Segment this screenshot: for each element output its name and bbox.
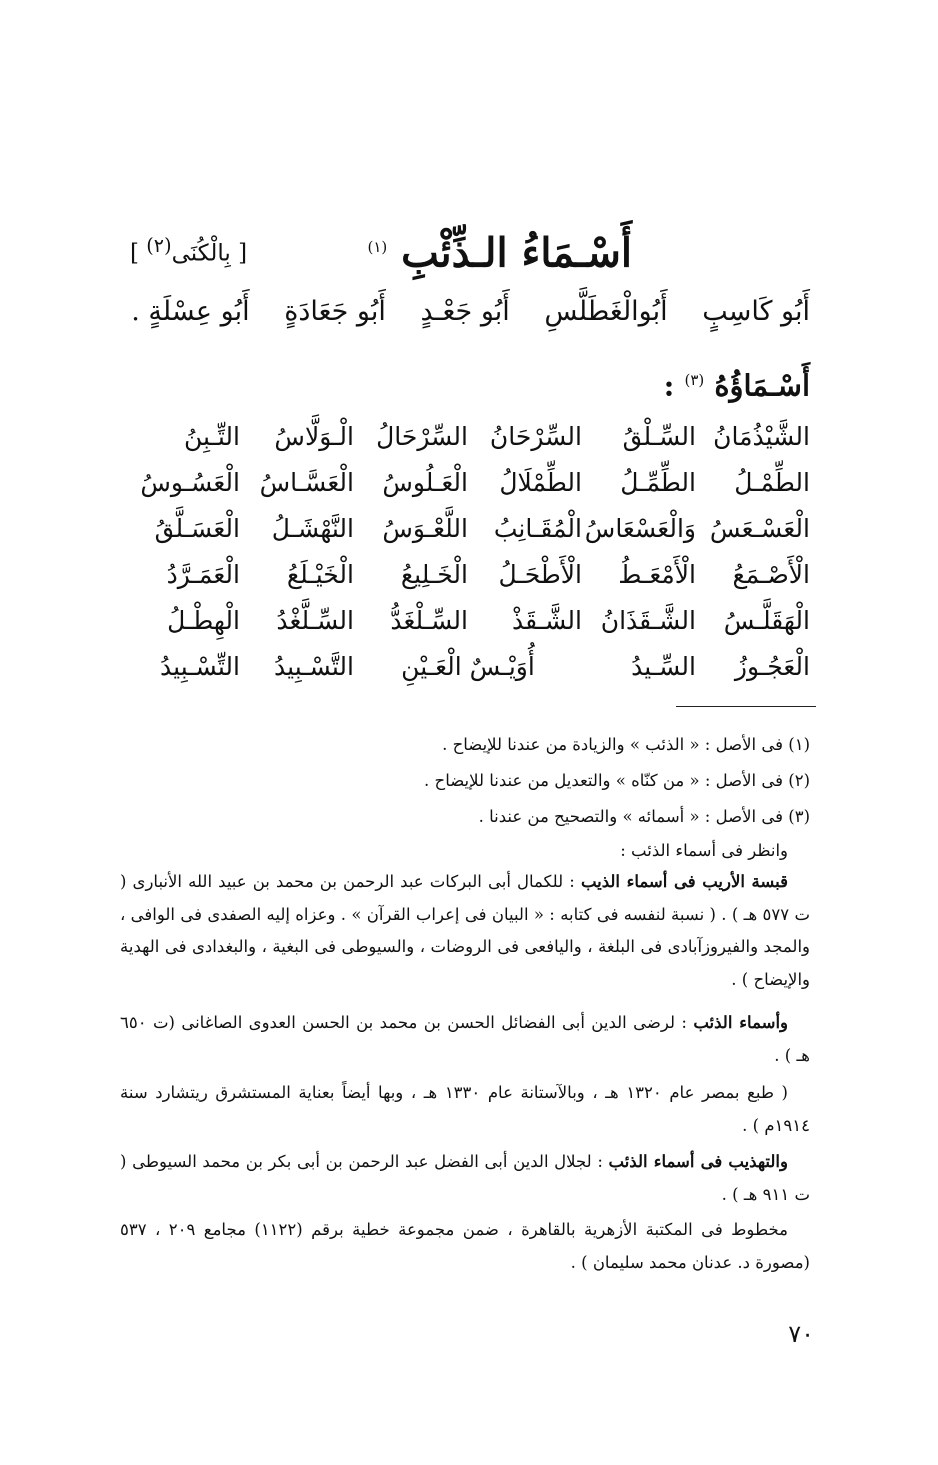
kunya-item: أَبُو عِسْلَةٍ . [131, 296, 250, 327]
footnote-1: (١) فى الأصل : « الذئب » والزيادة من عندنا للإيضاح . [442, 735, 810, 754]
wolf-name: السِّـيدُ [631, 652, 696, 681]
page-title [367, 222, 632, 278]
wolf-name: السِّـلْقُ [622, 422, 696, 451]
wolf-name: التِّـبِنُ [183, 422, 240, 451]
title-row [130, 222, 820, 277]
kunya-item: أَبُو جَعْـدٍ [420, 296, 510, 327]
wolf-name: الْخَـلِيعُ [400, 560, 468, 589]
wolf-name: وَالْعَسْعَاسُ [584, 514, 696, 543]
wolf-name: التِّسْـبِيدُ [160, 652, 240, 681]
reference-qabsat [120, 866, 810, 996]
wolf-name: أُوَيْـسٌ الْعَـيْنِ [401, 652, 535, 681]
names-footnote-ref: (٣) [684, 371, 705, 389]
kunya-list [120, 292, 810, 332]
reference-asma [120, 1007, 810, 1072]
names-heading-colon: : [663, 368, 675, 403]
wolf-name: السِّرْحَانُ [489, 422, 582, 451]
reference-tahdhib [120, 1146, 810, 1211]
reference-manuscript-note: مخطوط فى المكتبة الأزهرية بالقاهرة ، ضمن مجموعة خطية برقم (١١٢٢) مجامع ٢٠٩ ، ٥٣٧ (مصورة د. عدنان محمد سليمان ) . [120, 1220, 810, 1272]
wolf-name: الْهَقَلَّـسُ [723, 606, 810, 635]
names-grid [126, 414, 810, 690]
footnote-divider [676, 706, 816, 707]
wolf-name: الْأَطْحَـلُ [498, 560, 582, 589]
reference-text: : لجلال الدين أبى الفضل عبد الرحمن بن أبى بكر بن محمد السيوطى ( ت ٩١١ هـ ) . [120, 1152, 810, 1204]
wolf-name: السِّرْحَالُ [376, 422, 468, 451]
wolf-name: الْعَمَـرَّدُ [166, 560, 240, 589]
kunya-tag-close: ] [130, 240, 139, 267]
page-number: ٧٠ [788, 1320, 814, 1348]
wolf-name: الْعَـلُوسُ [382, 468, 468, 497]
wolf-name: الْعَسَّـاسُ [259, 468, 354, 497]
wolf-name: الْأَمْعَـطُ [618, 560, 696, 589]
footnote-2: (٢) فى الأصل : « من كنّاه » والتعديل من عندنا للإيضاح . [424, 771, 810, 790]
kunya-tag [130, 228, 247, 272]
wolf-name: التَّسْـبِيدُ [274, 652, 354, 681]
wolf-name: السِّـلَّغْدُ [276, 606, 354, 635]
wolf-name: الْعَسَـلَّقُ [154, 514, 240, 543]
reference-title: وأسماء الذئب [693, 1013, 789, 1032]
wolf-name: الْـوَلَّاسُ [274, 422, 354, 451]
names-heading-text: أَسْـمَاؤُهُ [714, 368, 810, 403]
kunya-item: أَبُو كَاسِبٍ [702, 296, 810, 327]
footnote-3: (٣) فى الأصل : « أسمائه » والتصحيح من عندنا . [478, 807, 810, 826]
wolf-name: الطِّمْـلُ [734, 468, 810, 497]
wolf-name: الْعَسْـعَسُ [709, 514, 810, 543]
reference-title: قبسة الأريب فى أسماء الذيب [580, 872, 788, 891]
wolf-name: الشَّـقَذَانُ [600, 606, 696, 635]
wolf-name: الْهِطْـلُ [167, 606, 240, 635]
reference-text: : للكمال أبى البركات عبد الرحمن بن محمد بن عبيد الله الأنبارى ( ت ٥٧٧ هـ ) . ( نسبة لنفسه فى كتابه : « البيان فى إعراب القرآن » . وعزاه إليه الصفدى فى الوافى ، والمجد والفيروزآبادى فى البلغة ، واليافعى فى الروضات ، والسيوطى فى البغية ، والبغدادى فى الهدية والإيضاح ) . [120, 872, 810, 989]
reference-print-note: ( طبع بمصر عام ١٣٢٠ هـ ، وبالآستانة عام ١٣٣٠ هـ ، وبها أيضاً بعناية المستشرق ريتشارد سنة ١٩١٤م ) . [120, 1083, 810, 1135]
title-text: أَسْـمَاءُ الـذِّئْبِ [401, 229, 632, 277]
wolf-name: الْعَجُـوزُ [734, 652, 810, 681]
wolf-name: الطِّمِّـلُ [620, 468, 696, 497]
wolf-name: الْمُقَـانِبُ [493, 514, 582, 543]
names-heading [664, 360, 810, 406]
wolf-name: اللَّعْـوَسُ [382, 514, 468, 543]
wolf-name: الْأَصْـمَعُ [732, 560, 810, 589]
kunya-item: أَبُو جَعَادَةٍ [284, 296, 386, 327]
kunya-tag-text: [ بِالْكُنَى [171, 240, 248, 267]
kunya-footnote-ref: (٢) [146, 234, 172, 257]
wolf-name: الشَّيْذُمَانُ [713, 422, 810, 451]
title-footnote-ref: (١) [367, 238, 388, 256]
wolf-name: النَّهْشَـلُ [271, 514, 354, 543]
wolf-name: الشَّـقَذْ [512, 606, 582, 635]
wolf-name: السِّـلْغَدُّ [390, 606, 468, 635]
reference-text: : لرضى الدين أبى الفضائل الحسن بن محمد بن الحسن العدوى الصاغانى (ت ٦٥٠ هـ ) . [120, 1013, 810, 1065]
reference-title: والتهذيب فى أسماء الذئب [608, 1152, 788, 1171]
kunya-item: أَبُوالْغَطَلَّسِ [544, 296, 668, 327]
footnote-see-also: وانظر فى أسماء الذئب : [620, 841, 788, 860]
wolf-name: الطِّمْلَالُ [499, 468, 582, 497]
wolf-name: الْعَسُـوسُ [140, 468, 240, 497]
wolf-name: الْخَيْـلَعُ [286, 560, 354, 589]
